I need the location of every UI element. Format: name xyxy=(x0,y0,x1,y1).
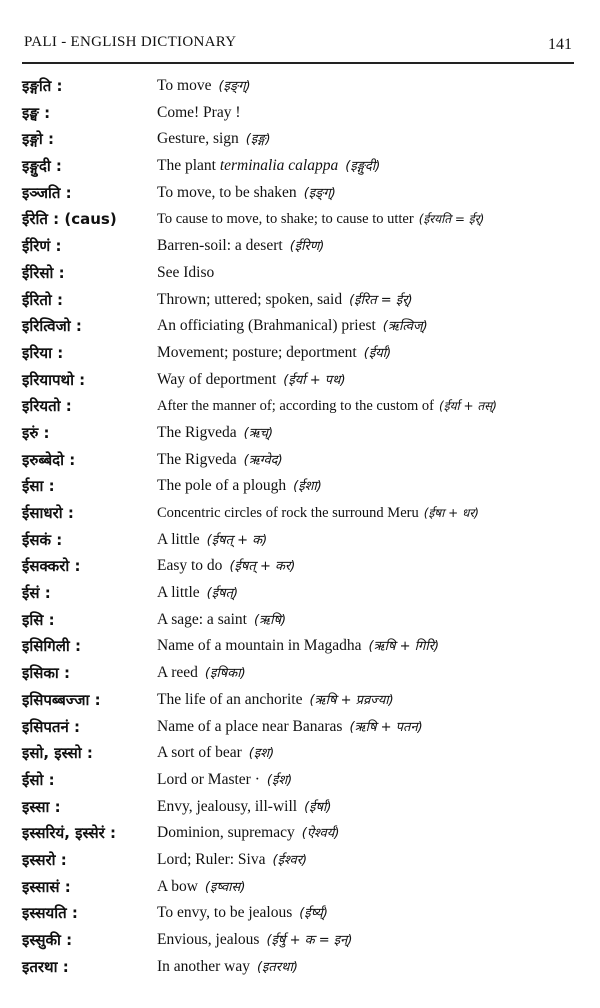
etymology: (ईश्वर) xyxy=(272,852,308,868)
meaning: Lord; Ruler: Siva xyxy=(157,850,266,868)
gloss xyxy=(157,820,339,848)
gloss xyxy=(157,233,324,261)
gloss xyxy=(157,393,497,420)
headword: ईरिणं : xyxy=(22,237,62,256)
headword: इरिया : xyxy=(22,343,64,362)
gloss xyxy=(157,73,251,101)
meaning: A sort of bear xyxy=(157,744,242,762)
headword: इतरथा : xyxy=(22,957,69,976)
etymology: (ईर्षा) xyxy=(304,799,332,815)
meaning: Movement; posture; deportment xyxy=(157,343,357,361)
headword: ईसक्करो : xyxy=(22,557,81,576)
entry xyxy=(22,527,582,554)
meaning: In another way xyxy=(157,957,250,975)
page-number: 141 xyxy=(548,36,572,53)
meaning: To envy, to be jealous xyxy=(157,904,293,922)
entry xyxy=(22,367,582,394)
etymology: (ईषत्) xyxy=(206,586,239,602)
entry xyxy=(22,714,582,741)
meaning: A little xyxy=(157,530,200,548)
meaning: To move xyxy=(157,77,212,94)
etymology: (ईर्या + पथ) xyxy=(283,372,346,388)
etymology: (ईर्या + तस्) xyxy=(439,399,497,414)
etymology: (ईरयति = ईर्) xyxy=(418,212,485,227)
meaning: Barren-soil: a desert xyxy=(157,237,283,255)
etymology: (ऐश्वर्य) xyxy=(301,826,340,842)
gloss xyxy=(157,500,479,527)
etymology: (ईरिण) xyxy=(289,239,325,255)
entry xyxy=(22,660,582,687)
meaning: To move, to be shaken xyxy=(157,183,297,201)
headword: इङ्गति : xyxy=(22,77,63,95)
headword: इरुब्बेदो : xyxy=(22,450,76,469)
meaning: Concentric circles of rock the surround Meru xyxy=(157,505,419,521)
meaning: The plant xyxy=(157,157,220,175)
headword: इरुं : xyxy=(22,423,50,442)
gloss xyxy=(157,126,271,154)
etymology: (ऋच्) xyxy=(243,425,274,441)
headword: ईरेति : (caus) xyxy=(22,210,117,229)
etymology: (ईर्या) xyxy=(363,345,392,361)
meaning: A reed xyxy=(157,664,198,682)
headword: ईसा : xyxy=(22,477,55,496)
entry xyxy=(22,767,582,794)
gloss xyxy=(157,794,331,822)
headword: इस्सयति : xyxy=(22,904,78,923)
gloss xyxy=(157,714,423,742)
gloss xyxy=(157,153,380,181)
gloss xyxy=(157,954,298,982)
etymology: (ईर्षु + क = इन्) xyxy=(266,933,353,948)
gloss xyxy=(157,633,439,661)
headword: इरियतो : xyxy=(22,397,72,416)
entry xyxy=(22,73,582,100)
entry xyxy=(22,260,582,287)
entry xyxy=(22,500,582,527)
entry xyxy=(22,233,582,260)
etymology: (ईषा + धर) xyxy=(423,506,479,520)
gloss xyxy=(157,580,238,608)
meaning: Easy to do xyxy=(157,557,223,575)
meaning: The Rigveda xyxy=(157,450,237,468)
gloss xyxy=(157,927,352,955)
headword: इरियापथो : xyxy=(22,370,86,389)
etymology: (ईर्ष्य्) xyxy=(299,906,328,922)
entry xyxy=(22,820,582,847)
gloss xyxy=(157,740,274,768)
entry xyxy=(22,313,582,340)
entry xyxy=(22,607,582,634)
meaning: Thrown; uttered; spoken, said xyxy=(157,290,343,308)
etymology: (ईरित = ईर्) xyxy=(349,292,413,308)
gloss xyxy=(157,527,267,555)
meaning: Gesture, sign xyxy=(157,130,239,148)
headword: इस्सरो : xyxy=(22,850,67,869)
etymology: (ऋत्विज्) xyxy=(382,319,428,335)
meaning: Dominion, supremacy xyxy=(157,824,295,842)
entry xyxy=(22,900,582,927)
headword: इङ्घ : xyxy=(22,103,51,122)
entry xyxy=(22,553,582,580)
gloss xyxy=(157,420,273,448)
headword: ईरिसो : xyxy=(22,263,65,282)
etymology: (ऋषि + प्रव्रज्या) xyxy=(309,692,394,708)
gloss xyxy=(157,687,394,715)
etymology: (इषिका) xyxy=(204,666,246,682)
meaning: A sage: a saint xyxy=(157,610,247,628)
entry xyxy=(22,740,582,767)
entry xyxy=(22,126,582,153)
etymology: (इश) xyxy=(248,746,275,762)
entry xyxy=(22,393,582,420)
entry xyxy=(22,180,582,207)
headword: इस्सुकी : xyxy=(22,931,73,949)
gloss xyxy=(157,607,286,635)
entry xyxy=(22,473,582,500)
meaning: A little xyxy=(157,584,200,602)
entry xyxy=(22,420,582,447)
gloss xyxy=(157,900,328,928)
etymology: (इङ्ग्) xyxy=(218,79,251,94)
headword: इसिगिली : xyxy=(22,637,81,656)
meaning: Come! Pray ! xyxy=(157,103,241,121)
meaning: Name of a mountain in Magadha xyxy=(157,637,362,655)
meaning: Way of deportment xyxy=(157,370,277,388)
headword: इसि : xyxy=(22,610,55,629)
headword: इरित्विजो : xyxy=(22,317,82,336)
headword: इसिपब्बज्जा : xyxy=(22,690,101,709)
etymology: (ऋषि + गिरि) xyxy=(368,639,440,655)
headword: इङ्गो : xyxy=(22,130,54,149)
etymology: (इष्वास) xyxy=(204,879,246,895)
headword: ईसं : xyxy=(22,584,51,603)
gloss xyxy=(157,553,295,581)
etymology: (इङ्गुदी) xyxy=(345,159,381,175)
gloss xyxy=(157,767,292,795)
running-head: PALI - ENGLISH DICTIONARY xyxy=(24,34,237,50)
entry xyxy=(22,633,582,660)
entry xyxy=(22,794,582,821)
etymology: (ऋग्वेद) xyxy=(243,452,283,468)
meaning: Envious, jealous xyxy=(157,931,260,948)
gloss xyxy=(157,340,391,368)
headword: इसो, इस्सो : xyxy=(22,744,93,763)
gloss xyxy=(157,847,307,875)
gloss xyxy=(157,206,484,233)
gloss xyxy=(157,100,248,128)
headword: ईसाधरो : xyxy=(22,504,74,522)
headword: इसिपतनं : xyxy=(22,717,81,736)
headword: इस्सरियं, इस्सेरं : xyxy=(22,824,116,843)
headword: इस्सा : xyxy=(22,797,61,816)
gloss xyxy=(157,473,322,501)
meaning: After the manner of; according to the custom of xyxy=(157,398,435,415)
meaning: Name of a place near Banaras xyxy=(157,717,343,735)
etymology: (ऋषि + पतन) xyxy=(349,719,423,735)
meaning: Lord or Master · xyxy=(157,770,260,788)
etymology: (ईषत् + कर) xyxy=(229,559,296,575)
meaning-italic: terminalia calappa xyxy=(219,157,339,175)
etymology: (इतरथा) xyxy=(256,959,298,975)
headword: ईसो : xyxy=(22,770,55,789)
entry xyxy=(22,847,582,874)
headword: इसिका : xyxy=(22,664,71,683)
headword: ईरितो : xyxy=(22,290,64,309)
entry xyxy=(22,954,582,981)
headword: ईसकं : xyxy=(22,530,63,549)
gloss xyxy=(157,660,246,688)
gloss xyxy=(157,313,428,341)
entry xyxy=(22,580,582,607)
meaning: An officiating (Brahmanical) priest xyxy=(157,317,376,335)
meaning: Envy, jealousy, ill-will xyxy=(157,797,298,815)
entry xyxy=(22,874,582,901)
meaning: To cause to move, to shake; to cause to utter xyxy=(157,211,414,228)
headword: इङ्गुदी : xyxy=(22,157,62,176)
page-header xyxy=(22,22,574,64)
meaning: See Idiso xyxy=(157,263,215,281)
headword: इञ्जति : xyxy=(22,183,72,202)
meaning: The pole of a plough xyxy=(157,477,287,495)
entry xyxy=(22,153,582,180)
etymology: (ईश) xyxy=(266,772,293,788)
entry xyxy=(22,340,582,367)
meaning: The life of an anchorite xyxy=(157,690,303,708)
etymology: (ईषत् + क) xyxy=(206,532,268,548)
headword: इस्सासं : xyxy=(22,877,71,896)
etymology: (ईशा) xyxy=(293,479,322,495)
gloss xyxy=(157,874,245,902)
meaning: The Rigveda xyxy=(157,423,237,441)
gloss xyxy=(157,447,283,475)
etymology: (इङ्ग्) xyxy=(303,185,336,201)
entry xyxy=(22,287,582,314)
meaning: A bow xyxy=(157,877,198,895)
gloss xyxy=(157,367,346,395)
etymology: (इङ्ग) xyxy=(245,132,271,148)
entry xyxy=(22,447,582,474)
gloss xyxy=(157,260,221,288)
entry xyxy=(22,687,582,714)
gloss xyxy=(157,180,336,208)
entry xyxy=(22,927,582,954)
gloss xyxy=(157,287,413,315)
entry xyxy=(22,100,582,127)
etymology: (ऋषि) xyxy=(253,612,287,628)
dictionary-entries xyxy=(22,73,582,980)
entry xyxy=(22,206,582,233)
